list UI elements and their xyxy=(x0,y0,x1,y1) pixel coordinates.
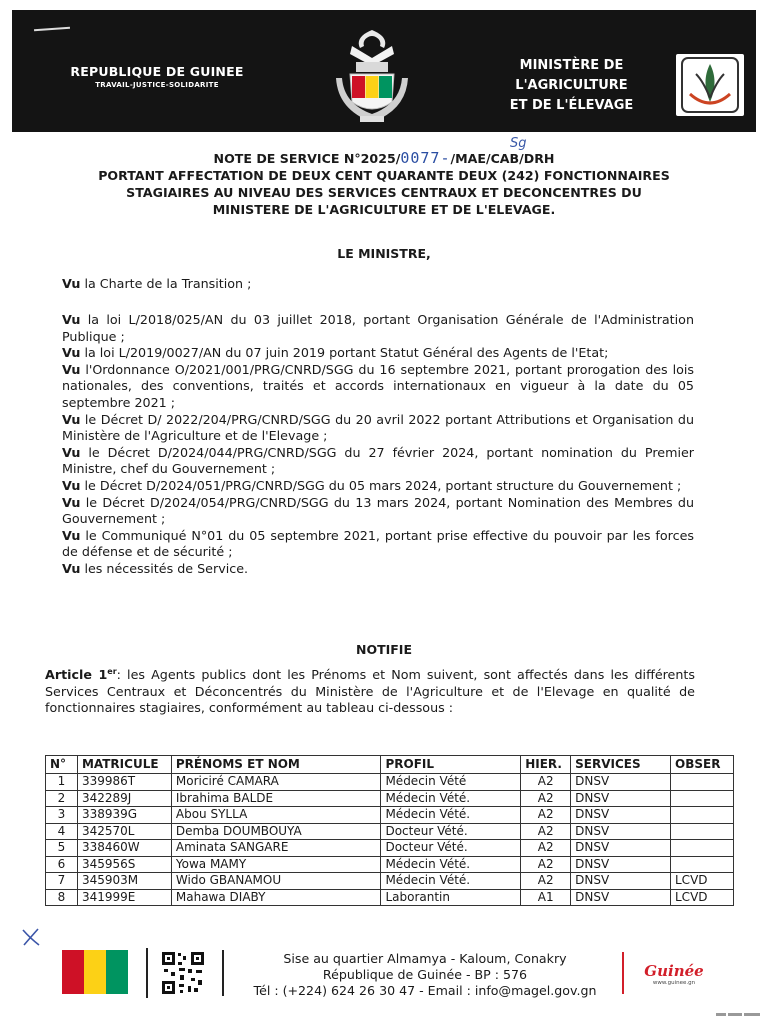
cell-obser xyxy=(671,856,734,873)
col-obser: OBSER xyxy=(671,756,734,774)
visa-text: le Communiqué N°01 du 05 septembre 2021, portant prise effective du pouvoir par les forces de défense et de sécurité ; xyxy=(62,527,694,560)
cell-profil: Médecin Vété. xyxy=(381,807,521,824)
cell-profil: Médecin Vété. xyxy=(381,856,521,873)
title-line2: PORTANT AFFECTATION DE DEUX CENT QUARANTE DEUX (242) FONCTIONNAIRES xyxy=(98,168,670,183)
col-names: PRÉNOMS ET NOM xyxy=(171,756,381,774)
table-row xyxy=(46,823,734,840)
col-services: SERVICES xyxy=(571,756,671,774)
cell-number: 6 xyxy=(46,856,78,873)
visa-text: le Décret D/2024/051/PRG/CNRD/SGG du 05 mars 2024, portant structure du Gouvernement ; xyxy=(84,477,682,493)
table-body xyxy=(46,774,734,906)
cell-obser: LCVD xyxy=(671,873,734,890)
cell-names: Demba DOUMBOUYA xyxy=(171,823,381,840)
footer-divider xyxy=(146,948,148,998)
cell-profil: Laborantin xyxy=(381,889,521,906)
cell-hier: A2 xyxy=(521,790,571,807)
cell-hier: A2 xyxy=(521,823,571,840)
guinee-brand-logo xyxy=(636,962,712,986)
cell-obser xyxy=(671,807,734,824)
table-row xyxy=(46,889,734,906)
vu-label: Vu xyxy=(62,477,81,493)
table-header-row xyxy=(46,756,734,774)
cell-profil: Docteur Vété. xyxy=(381,840,521,857)
cell-profil: Médecin Vété. xyxy=(381,790,521,807)
table-row xyxy=(46,774,734,791)
visa-item xyxy=(62,445,694,478)
title-suffix: /MAE/CAB/DRH xyxy=(450,151,555,166)
visa-item xyxy=(62,362,694,412)
cell-services: DNSV xyxy=(571,807,671,824)
guinee-brand-word: Guinée xyxy=(644,962,704,980)
title-line1 xyxy=(20,150,748,167)
cell-obser xyxy=(671,774,734,791)
agents-table xyxy=(45,755,734,906)
cell-matricule: 338460W xyxy=(77,840,171,857)
ministry-name-line2: ET DE L'ÉLEVAGE xyxy=(509,98,634,113)
guinea-flag-icon xyxy=(62,950,128,994)
visa-item xyxy=(62,561,694,578)
cell-obser: LCVD xyxy=(671,889,734,906)
col-hier: HIER. xyxy=(521,756,571,774)
cell-hier: A2 xyxy=(521,774,571,791)
minister-heading: LE MINISTRE, xyxy=(337,246,431,261)
cell-number: 1 xyxy=(46,774,78,791)
col-profil: PROFIL xyxy=(381,756,521,774)
flag-red-band xyxy=(62,950,84,994)
cell-matricule: 342570L xyxy=(77,823,171,840)
cell-matricule: 345903M xyxy=(77,873,171,890)
cell-services: DNSV xyxy=(571,774,671,791)
vu-label: Vu xyxy=(62,312,81,327)
table-row xyxy=(46,840,734,857)
cell-obser xyxy=(671,790,734,807)
ministry-name-block xyxy=(464,56,679,116)
table-row xyxy=(46,873,734,890)
visa-charter xyxy=(62,276,694,293)
cell-names: Abou SYLLA xyxy=(171,807,381,824)
qr-code-icon[interactable] xyxy=(160,950,206,996)
republic-name: REPUBLIQUE DE GUINEE xyxy=(70,64,244,79)
vu-label: Vu xyxy=(62,345,81,361)
coat-of-arms-icon xyxy=(322,24,422,128)
ministry-name-line1: MINISTÈRE DE L'AGRICULTURE xyxy=(515,58,628,93)
footer-address-line2: République de Guinée - BP : 576 xyxy=(322,967,528,982)
visa-text: la loi L/2019/0027/AN du 07 juin 2019 portant Statut Général des Agents de l'Etat; xyxy=(84,345,609,361)
cell-matricule: 338939G xyxy=(77,807,171,824)
pen-mark-icon xyxy=(20,926,42,948)
handwritten-number: 0077- xyxy=(400,149,451,167)
vu-label: Vu xyxy=(62,494,81,510)
cell-number: 7 xyxy=(46,873,78,890)
cell-hier: A2 xyxy=(521,873,571,890)
visa-item xyxy=(62,528,694,561)
table-row xyxy=(46,807,734,824)
guinee-brand-site: www.guinee.gn xyxy=(652,980,696,986)
title-line3: STAGIAIRES AU NIVEAU DES SERVICES CENTRAUX ET DECONCENTRES DU xyxy=(126,185,642,200)
article-text: : les Agents publics dont les Prénoms et Nom suivent, sont affectés dans les différents Services Centraux et Déconcentrés du Ministère de l'Agriculture et de l'Elevage en qualité de fonctionnaires stagiaires, conformément au tableau ci-dessous : xyxy=(45,667,695,716)
cell-hier: A2 xyxy=(521,856,571,873)
cell-obser xyxy=(671,840,734,857)
cell-number: 2 xyxy=(46,790,78,807)
cell-number: 8 xyxy=(46,889,78,906)
visa-list xyxy=(62,312,694,578)
flag-green-band xyxy=(106,950,128,994)
flag-yellow-band xyxy=(84,950,106,994)
cell-number: 4 xyxy=(46,823,78,840)
cell-names: Moriciré CAMARA xyxy=(171,774,381,791)
cell-obser xyxy=(671,823,734,840)
visa-item xyxy=(62,478,694,495)
visa-text: l'Ordonnance O/2021/001/PRG/CNRD/SGG du 16 septembre 2021, portant prorogation des lois nationales, des conventions, traités et accords internationaux en vigueur à la date du 05 septembre 2021 ; xyxy=(62,361,694,410)
visa-item xyxy=(62,345,694,362)
handwritten-initials: Sg xyxy=(510,136,527,151)
ministry-logo-icon xyxy=(676,54,744,116)
document-title xyxy=(20,150,748,218)
cell-number: 3 xyxy=(46,807,78,824)
cell-services: DNSV xyxy=(571,889,671,906)
cell-hier: A2 xyxy=(521,840,571,857)
cell-services: DNSV xyxy=(571,823,671,840)
cell-number: 5 xyxy=(46,840,78,857)
cell-matricule: 341999E xyxy=(77,889,171,906)
visa-item xyxy=(62,412,694,445)
visa-item xyxy=(62,495,694,528)
cell-services: DNSV xyxy=(571,840,671,857)
republic-block xyxy=(52,64,262,89)
cell-profil: Médecin Vété xyxy=(381,774,521,791)
cell-matricule: 345956S xyxy=(77,856,171,873)
scanner-watermark-icon xyxy=(716,1012,760,1018)
cell-names: Aminata SANGARE xyxy=(171,840,381,857)
table-row xyxy=(46,856,734,873)
title-prefix: NOTE DE SERVICE N°2025/ xyxy=(213,151,401,166)
footer-address xyxy=(240,951,610,999)
cell-hier: A2 xyxy=(521,807,571,824)
cell-hier: A1 xyxy=(521,889,571,906)
vu-label: Vu xyxy=(62,361,81,377)
cell-names: Yowa MAMY xyxy=(171,856,381,873)
article-1 xyxy=(45,664,695,717)
visa-text: le Décret D/2024/054/PRG/CNRD/SGG du 13 mars 2024, portant Nomination des Membres du Gouvernement ; xyxy=(62,494,694,527)
visa-item xyxy=(62,312,694,345)
cell-names: Mahawa DIABY xyxy=(171,889,381,906)
scan-mark xyxy=(34,27,70,32)
cell-matricule: 339986T xyxy=(77,774,171,791)
table-header xyxy=(46,756,734,774)
cell-services: DNSV xyxy=(571,856,671,873)
visa-text: la Charte de la Transition ; xyxy=(84,276,252,291)
header-band xyxy=(12,10,756,132)
cell-services: DNSV xyxy=(571,790,671,807)
col-matricule: MATRICULE xyxy=(77,756,171,774)
visa-text: la loi L/2018/025/AN du 03 juillet 2018, portant Organisation Générale de l'Administration Publique ; xyxy=(62,312,694,344)
footer-divider xyxy=(222,950,224,996)
footer-address-line1: Sise au quartier Almamya - Kaloum, Conakry xyxy=(283,951,567,966)
article-label: Article 1er xyxy=(45,667,117,683)
footer-contact-line: Tél : (+224) 624 26 30 47 - Email : info@magel.gov.gn xyxy=(253,983,597,998)
notifie-heading: NOTIFIE xyxy=(356,642,412,657)
cell-matricule: 342289J xyxy=(77,790,171,807)
vu-label: Vu xyxy=(62,411,81,427)
cell-profil: Docteur Vété. xyxy=(381,823,521,840)
footer-divider xyxy=(622,952,624,994)
vu-label: Vu xyxy=(62,527,81,543)
table-row xyxy=(46,790,734,807)
col-number: N° xyxy=(46,756,78,774)
visa-text: le Décret D/ 2022/204/PRG/CNRD/SGG du 20 avril 2022 portant Attributions et Organisation du Ministère de l'Agriculture et de l'Elevage ; xyxy=(62,411,694,444)
visa-text: le Décret D/2024/044/PRG/CNRD/SGG du 27 février 2024, portant nomination du Premier Ministre, chef du Gouvernement ; xyxy=(62,444,694,477)
vu-label: Vu xyxy=(62,444,81,460)
cell-names: Wido GBANAMOU xyxy=(171,873,381,890)
cell-names: Ibrahima BALDE xyxy=(171,790,381,807)
visa-text: les nécessités de Service. xyxy=(84,560,249,576)
vu-label: Vu xyxy=(62,560,81,576)
cell-profil: Médecin Vété. xyxy=(381,873,521,890)
national-motto: TRAVAIL-JUSTICE-SOLIDARITE xyxy=(95,81,219,89)
cell-services: DNSV xyxy=(571,873,671,890)
title-line4: MINISTERE DE L'AGRICULTURE ET DE L'ELEVAGE. xyxy=(212,202,556,217)
vu-label: Vu xyxy=(62,276,81,291)
